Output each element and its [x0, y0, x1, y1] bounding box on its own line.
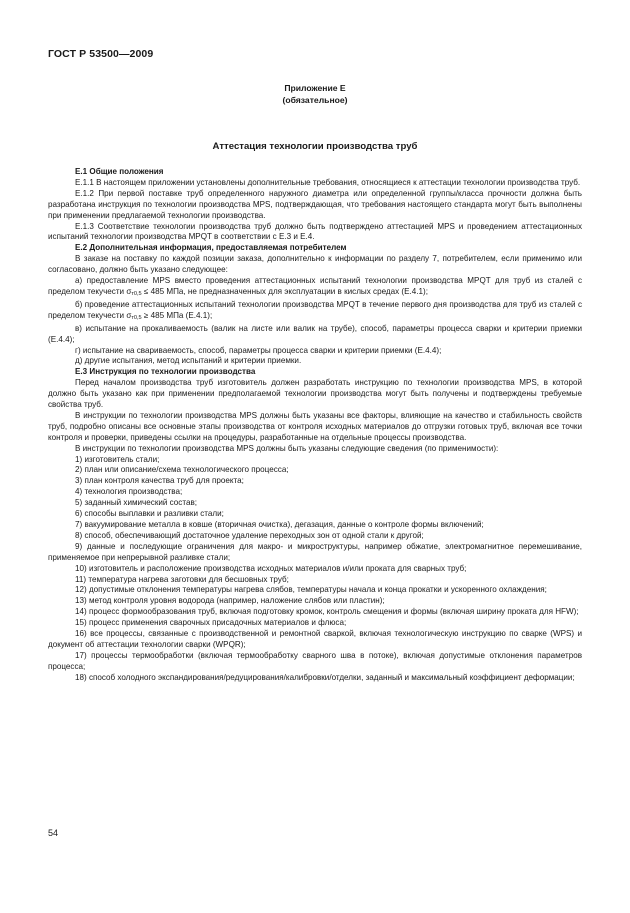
paragraph-text: 13) метод контроля уровня водорода (например, наложение слябов или пластин); [75, 596, 385, 606]
paragraph-text: 9) данные и последующие ограничения для макро- и микроструктуры, например обжатие, электромагнитное перемешивание, применяемое при непрерывной разливке стали; [48, 541, 582, 562]
page-number: 54 [48, 828, 59, 838]
paragraph-text: 7) вакуумирование металла в ковше (вторичная очистка), дегазация, данные о контроле формы включений; [75, 520, 484, 529]
paragraph-text: 12) допустимые отклонения температуры нагрева слябов, температуры начала и конца прокатки и ускоренного охлаждения; [75, 585, 547, 595]
body-paragraph [48, 673, 582, 684]
paragraph-text: 2) план или описание/схема технологического процесса; [75, 465, 289, 475]
body-paragraph [48, 444, 582, 455]
paragraph-text: ≥ 485 МПа (Е.4.1); [141, 310, 213, 320]
paragraph-text: Е.1 Общие положения [75, 167, 164, 176]
annex-status: (обязательное) [282, 95, 348, 105]
body-paragraph [48, 411, 582, 444]
body-paragraph [48, 651, 582, 673]
paragraph-text: Е.1.3 Соответствие технологии производства труб должно быть подтверждено аттестацией MPS и проведением аттестационных испытаний технологии производства MPQT в соответствии с Е.3 и Е.4. [48, 221, 582, 242]
paragraph-text: 4) технология производства; [75, 487, 183, 497]
annex-title: Приложение Е [284, 83, 346, 93]
paragraph-text: б) проведение аттестационных испытаний технологии производства MPQT в течение первого дня производства для труб из сталей с пределом текучести σ [48, 299, 582, 320]
paragraph-text: 14) процесс формообразования труб, включая подготовку кромок, контроль смещения и формы (включая ширину проката для HFW); [75, 607, 579, 617]
subscript: т0,5 [131, 314, 142, 321]
body-paragraph [48, 178, 582, 189]
paragraph-text: Е.1.1 В настоящем приложении установлены дополнительные требования, относящиеся к аттестации технологии производства труб. [75, 177, 581, 187]
body-paragraph [48, 324, 582, 346]
body-paragraph [48, 189, 582, 222]
paragraph-text: в) испытание на прокаливаемость (валик на листе или валик на трубе), способ, параметры процесса сварки и критерии приемки (Е.4.4); [48, 323, 582, 344]
paragraph-text: 8) способ, обеспечивающий достаточное удаление переходных зон от одной стали к другой; [75, 530, 424, 540]
body-paragraph [48, 542, 582, 564]
body-paragraph [48, 531, 582, 542]
body-paragraph [48, 629, 582, 651]
paragraph-text: Перед началом производства труб изготовитель должен разработать инструкцию по технологии производства MPS, в которой должно быть указано как при применении предполагаемой технологии производства могут быть получены и подтверждены требуемые свойства труб. [48, 378, 582, 410]
body-paragraph [48, 618, 582, 629]
body-paragraph [48, 346, 582, 357]
standard-code: ГОСТ Р 53500—2009 [48, 48, 154, 60]
paragraph-text: 11) температура нагрева заготовки для бесшовных труб; [75, 574, 289, 584]
paragraph-text: В инструкции по технологии производства MPS должны быть указаны следующие сведения (по применимости): [75, 443, 499, 453]
body-paragraph [48, 564, 582, 575]
section-heading [48, 167, 582, 178]
body-paragraph [48, 222, 582, 244]
paragraph-text: 10) изготовитель и расположение производства исходных материалов и/или проката для сварных труб; [75, 563, 467, 573]
body-paragraph [48, 356, 582, 367]
subscript: т0,5 [131, 290, 142, 297]
section-heading [48, 367, 582, 378]
body-paragraph [48, 520, 582, 531]
paragraph-text: Е.3 Инструкция по технологии производства [75, 367, 256, 377]
body-paragraph [48, 300, 582, 324]
section-heading [48, 243, 582, 254]
document-body [48, 167, 582, 684]
paragraph-text: 15) процесс применения сварочных присадочных материалов и флюса; [75, 618, 347, 628]
body-paragraph [48, 596, 582, 607]
paragraph-text: Е.2 Дополнительная информация, предоставляемая потребителем [75, 243, 347, 253]
paragraph-text: 17) процессы термообработки (включая термообработку сварного шва в потоке), включая допустимые отклонения параметров процесса; [48, 650, 582, 671]
annex-heading [0, 82, 630, 106]
paragraph-text: а) предоставление MPS вместо проведения аттестационных испытаний технологии производства MPQT для труб из сталей с пределом текучести σ [48, 276, 582, 296]
paragraph-text: 18) способ холодного экспандирования/редуцирования/калибровки/отделки, заданный и максимальный коэффициент деформации; [75, 672, 575, 682]
body-paragraph [48, 254, 582, 276]
body-paragraph [48, 487, 582, 498]
paragraph-text: 3) план контроля качества труб для проекта; [75, 476, 244, 486]
section-title: Аттестация технологии производства труб [212, 141, 418, 152]
paragraph-text: 1) изготовитель стали; [75, 454, 160, 464]
body-paragraph [48, 455, 582, 466]
paragraph-text: 6) способы выплавки и разливки стали; [75, 509, 224, 519]
body-paragraph [48, 607, 582, 618]
paragraph-text: 5) заданный химический состав; [75, 498, 198, 508]
body-paragraph [48, 276, 582, 300]
body-paragraph [48, 378, 582, 411]
body-paragraph [48, 575, 582, 586]
paragraph-text: 16) все процессы, связанные с производственной и ремонтной сваркой, включая технологическую инструкцию по сварке (WPS) и документ об аттестации технологии сварки (WPQR); [48, 629, 582, 649]
paragraph-text: Е.1.2 При первой поставке труб определенного наружного диаметра или определенной группы/класса прочности должна быть разработана инструкция по технологии производства MPS, подтверждающая, что требования настоящего стандарта могут быть выполнены при применении предлагаемой технологии производства. [48, 188, 582, 220]
body-paragraph [48, 585, 582, 596]
paragraph-text: ≤ 485 МПа, не предназначенных для эксплуатации в кислых средах (Е.4.1); [141, 286, 428, 296]
paragraph-text: В заказе на поставку по каждой позиции заказа, дополнительно к информации по разделу 7, потребителем, если применимо или согласовано, должно быть указано следующее: [48, 254, 582, 275]
body-paragraph [48, 498, 582, 509]
body-paragraph [48, 465, 582, 476]
paragraph-text: В инструкции по технологии производства MPS должны быть указаны все факторы, влияющие на качество и стабильность свойств труб, подробно описаны все основные этапы производства от контроля исходных материалов до отгрузки готовых труб, включая все точки контроля и проверки, приведены ссылки на процедуры, разработанные на отдельные процессы производства. [48, 410, 582, 442]
paragraph-text: д) другие испытания, метод испытаний и критерии приемки. [75, 356, 302, 366]
body-paragraph [48, 509, 582, 520]
body-paragraph [48, 476, 582, 487]
paragraph-text: г) испытание на свариваемость, способ, параметры процесса сварки и критерии приемки (Е.4.4); [75, 345, 442, 355]
